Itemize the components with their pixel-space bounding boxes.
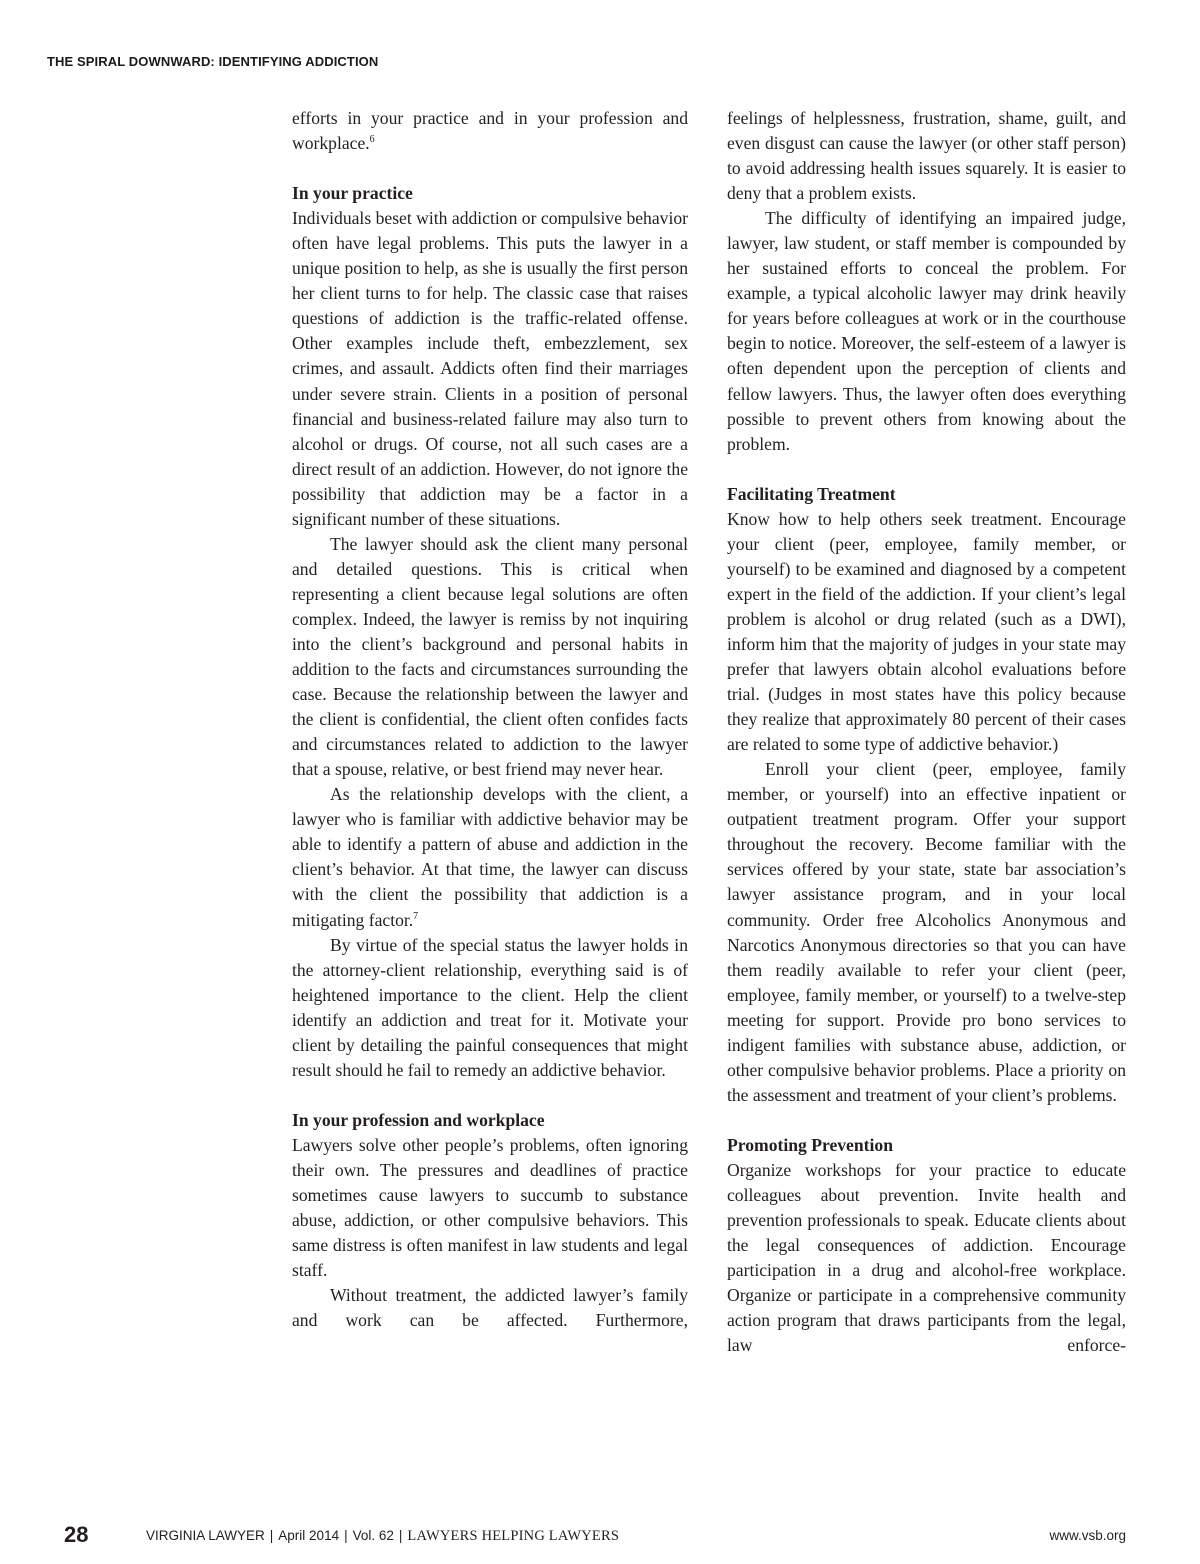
subheading-facilitating-treatment: Facilitating Treatment (727, 483, 896, 504)
paragraph: By virtue of the special status the lawyer holds in the attorney-client relationship, everything said is of heightened importance to the client. Help the client identify an addiction and treat for it. Motivate your client by detailing the painful consequences that might result should he fail to remedy an addictive behavior. (292, 934, 688, 1080)
subheading-promoting-prevention: Promoting Prevention (727, 1134, 893, 1155)
section-name: LAWYERS HELPING LAWYERS (407, 1528, 620, 1544)
paragraph: The lawyer should ask the client many personal and detailed questions. This is critical when representing a client because legal solutions are often complex. Indeed, the lawyer is remiss by not inquiring into the client’s background and personal habits in addition to the facts and circumstances surrounding the case. Because the relationship between the lawyer and the client is confidential, the client often confides facts and circumstances related to addiction to the lawyer that a spouse, relative, or best friend may never hear. (292, 533, 688, 780)
paragraph: Individuals beset with addiction or compulsive behavior often have legal problems. This puts the lawyer in a unique position to help, as she is usually the first person her client turns to for help. The classic case that raises questions of addiction is the traffic-related offense. Other examples include theft, embezzlement, sex crimes, and assault. Addicts often find their marriages under severe strain. Clients in a position of personal financial and business-related failure may also turn to alcohol or drugs. Of course, not all such cases are a direct result of an addiction. However, do not ignore the possibility that addiction may be a factor in a significant number of these situations. (292, 208, 688, 529)
issue-date: April 2014 (278, 1528, 340, 1543)
divider: | (344, 1528, 348, 1543)
paragraph-text: As the relationship develops with the client, a lawyer who is familiar with addictive behavior may be able to identify a pattern of abuse and addiction in the client’s behavior. At that time, the lawyer can discuss with the client the possibility that addiction is a mitigating factor. (292, 784, 688, 930)
paragraph: Organize workshops for your practice to educate colleagues about prevention. Invite health and prevention professionals to speak. Educate clients about the legal consequences of addiction. Encourage participation in a drug and alcohol-free workplace. Organize or participate in a comprehensive community action program that draws participants from the legal, law enforce- (727, 1159, 1126, 1356)
footnote-ref: 6 (369, 134, 375, 146)
running-header: THE SPIRAL DOWNWARD: IDENTIFYING ADDICTION (47, 54, 379, 69)
left-column (292, 106, 688, 1333)
footnote-ref: 7 (413, 910, 419, 922)
paragraph: Lawyers solve other people’s problems, often ignoring their own. The pressures and deadlines of practice sometimes cause lawyers to succumb to substance abuse, addiction, or other compulsive behaviors. This same distress is often manifest in law students and legal staff. (292, 1134, 688, 1281)
paragraph: feelings of helplessness, frustration, shame, guilt, and even disgust can cause the lawyer (or other staff person) to avoid addressing health issues squarely. It is easier to deny that a problem exists. (727, 108, 1126, 204)
paragraph: Without treatment, the addicted lawyer’s family and work can be affected. Furthermore, (292, 1285, 688, 1331)
magazine-name: VIRGINIA LAWYER (146, 1528, 265, 1543)
paragraph: Know how to help others seek treatment. Encourage your client (peer, employee, family member, or yourself) to be examined and diagnosed by a competent expert in the field of the addiction. If your client’s legal problem is alcohol or drug related (such as a DWI), inform him that the majority of judges in your state may prefer that lawyers obtain alcohol evaluations before trial. (Judges in most states have this policy because they realize that approximately 80 percent of their cases are related to some type of addictive behavior.) (727, 508, 1126, 755)
paragraph: Enroll your client (peer, employee, family member, or yourself) into an effective inpatient or outpatient treatment program. Offer your support throughout the recovery. Become familiar with the services offered by your state, state bar association’s lawyer assistance program, and in your local community. Order free Alcoholics Anonymous and Narcotics Anonymous directories so that you can have them readily available to refer your client (peer, employee, family member, or yourself) to a twelve-step meeting for support. Provide pro bono services to indigent families with substance abuse, addiction, or other compulsive behavior problems. Place a priority on the assessment and treatment of your client’s problems. (727, 759, 1126, 1105)
subheading-in-your-practice: In your practice (292, 183, 413, 204)
page-number: 28 (64, 1522, 89, 1547)
right-column (727, 106, 1126, 1358)
divider: | (269, 1528, 274, 1543)
footer-publication (146, 1528, 619, 1545)
paragraph (292, 106, 688, 156)
paragraph-text: efforts in your practice and in your profession and workplace. (292, 108, 688, 154)
website-link[interactable]: www.vsb.org (1049, 1528, 1126, 1543)
paragraph: The difficulty of identifying an impaired judge, lawyer, law student, or staff member is compounded by her sustained efforts to conceal the problem. For example, a typical alcoholic lawyer may drink heavily for years before colleagues at work or in the courthouse begin to notice. Moreover, the self-esteem of a lawyer is often dependent upon the perception of clients and fellow lawyers. Thus, the lawyer often does everything possible to prevent others from knowing about the problem. (727, 208, 1126, 454)
volume: Vol. 62 (352, 1528, 394, 1543)
subheading-profession-workplace: In your profession and workplace (292, 1109, 545, 1130)
divider: | (398, 1528, 403, 1543)
paragraph (292, 782, 688, 932)
